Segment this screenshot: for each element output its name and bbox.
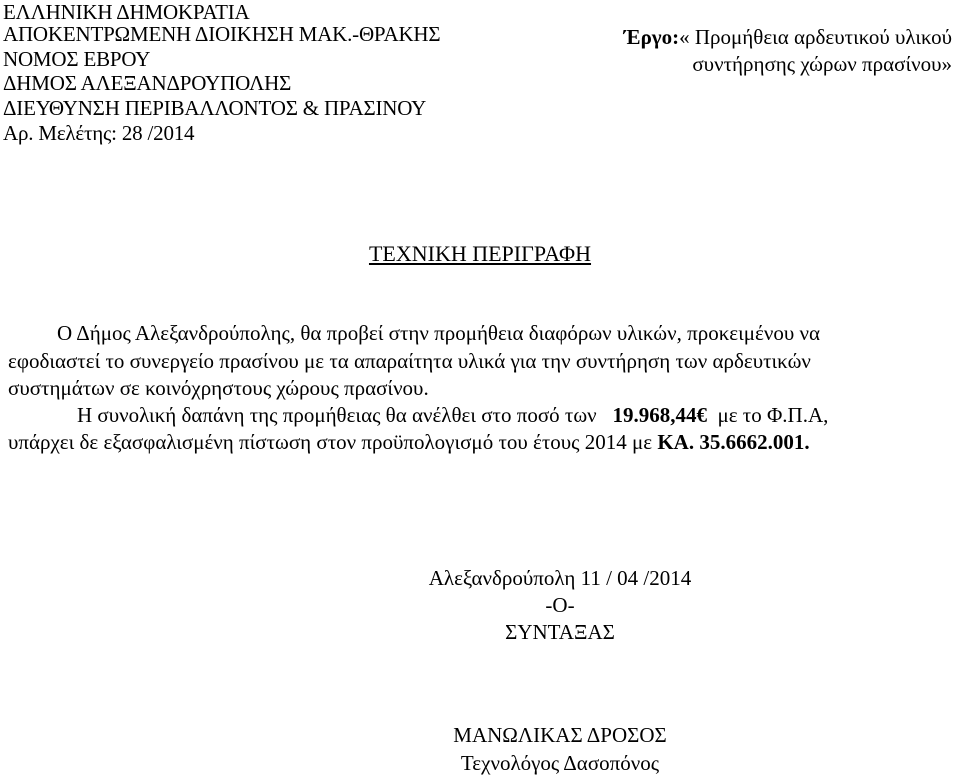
header-authority: ΕΛΛΗΝΙΚΗ ΔΗΜΟΚΡΑΤΙΑ: [3, 0, 250, 24]
budget-code: ΚΑ. 35.6662.001.: [657, 430, 810, 454]
signatory-name: ΜΑΝΩΛΙΚΑΣ ΔΡΟΣΟΣ: [453, 723, 667, 747]
body-p1-line2: εφοδιαστεί το συνεργείο πρασίνου με τα απαραίτητα υλικά για την συντήρηση των αρδευτικών: [8, 349, 811, 373]
header-administration: ΑΠΟΚΕΝΤΡΩΜΕΝΗ ΔΙΟΙΚΗΣΗ ΜΑΚ.-ΘΡΑΚΗΣ: [3, 22, 441, 46]
signature-role: ΣΥΝΤΑΞΑΣ: [505, 620, 615, 644]
project-title-line1: [624, 27, 952, 48]
signature-divider: -Ο-: [545, 593, 575, 617]
place-date: Αλεξανδρούπολη 11 / 04 /2014: [428, 566, 692, 590]
body-p1-line1: Ο Δήμος Αλεξανδρούπολης, θα προβεί στην προμήθεια διαφόρων υλικών, προκειμένου να: [57, 321, 820, 345]
cost-sentence: Η συνολική δαπάνη της προμήθειας θα ανέλθει στο ποσό των: [77, 403, 597, 427]
body-p1-line3: συστημάτων σε κοινόχρηστους χώρους πρασίνου.: [8, 376, 429, 400]
project-label: Έργο:: [623, 25, 680, 49]
header-municipality: ΔΗΜΟΣ ΑΛΕΞΑΝΔΡΟΥΠΟΛΗΣ: [3, 71, 292, 95]
signatory-title: Τεχνολόγος Δασοπόνος: [460, 751, 660, 775]
body-p2-line2: [8, 432, 810, 453]
vat-note: με το Φ.Π.Α,: [717, 403, 829, 427]
document-title: ΤΕΧΝΙΚΗ ΠΕΡΙΓΡΑΦΗ: [368, 241, 592, 266]
body-p2-line1: [77, 405, 828, 426]
header-prefecture: ΝΟΜΟΣ ΕΒΡΟΥ: [3, 47, 151, 71]
budget-sentence: υπάρχει δε εξασφαλισμένη πίστωση στον προϋπολογισμό του έτους 2014 με: [8, 430, 653, 454]
project-name-part2: συντήρησης χώρων πρασίνου»: [692, 52, 952, 76]
project-name-part1: « Προμήθεια αρδευτικού υλικού: [679, 25, 952, 49]
header-directorate: ΔΙΕΥΘΥΝΣΗ ΠΕΡΙΒΑΛΛΟΝΤΟΣ & ΠΡΑΣΙΝΟΥ: [3, 96, 427, 120]
cost-amount: 19.968,44€: [612, 403, 707, 427]
header-study-number: Αρ. Μελέτης: 28 /2014: [3, 121, 195, 145]
